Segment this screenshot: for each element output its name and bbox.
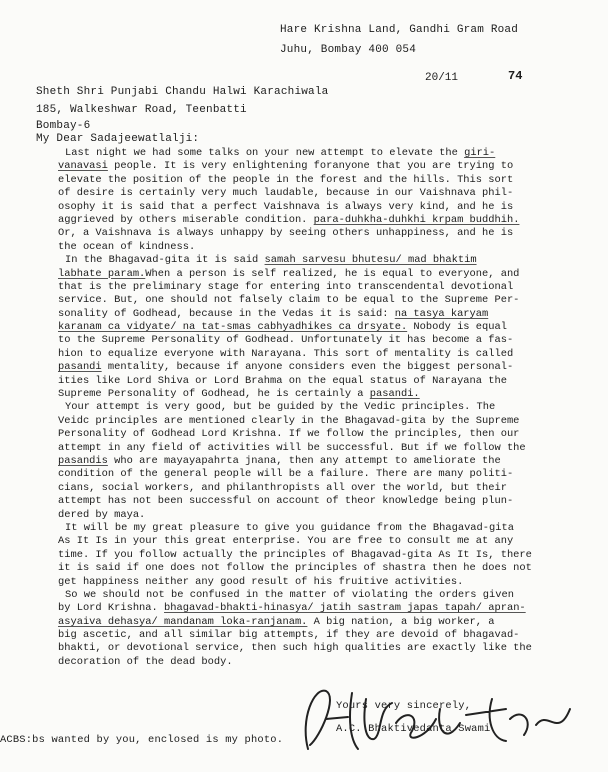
recipient-line-1: Sheth Shri Punjabi Chandu Halwi Karachiwala bbox=[36, 86, 329, 98]
sanskrit-quote: na tasya karyam bbox=[394, 307, 489, 320]
body-line-text: attempt has not been successful on account of theor knowledge being plun- bbox=[58, 495, 514, 508]
sanskrit-quote: pasandi. bbox=[369, 388, 420, 401]
salutation: My Dear Sadajeewatlalji: bbox=[36, 133, 200, 145]
letter-date: 20/11 bbox=[425, 72, 459, 84]
body-line-text: A big nation, a big worker, a bbox=[307, 615, 495, 628]
sanskrit-quote: asyaiva dehasya/ mandanam loka-ranjanam. bbox=[58, 615, 308, 628]
body-line bbox=[58, 482, 578, 495]
body-line bbox=[58, 174, 578, 187]
body-line-text: get happiness neither any good result of his fruitive activities. bbox=[58, 575, 464, 588]
body-line-text: dered by maya. bbox=[58, 508, 146, 521]
body-line-text: attempt in any field of activities will be successful. But if we follow the bbox=[58, 441, 526, 454]
body-line bbox=[58, 549, 578, 562]
body-line-text: time. If you follow actually the principles of Bhagavad-gita As It Is, there bbox=[58, 548, 532, 561]
body-line-text: Veidc principles are mentioned clearly in the Bhagavad-gita by the Supreme bbox=[58, 414, 520, 427]
body-line-text: Your attempt is very good, but be guided by the Vedic principles. The bbox=[65, 401, 496, 414]
body-line bbox=[58, 629, 578, 642]
body-line-text: When a person is self realized, he is equal to everyone, and bbox=[145, 267, 520, 280]
body-line bbox=[58, 562, 578, 575]
body-line-text: the ocean of kindness. bbox=[58, 240, 196, 253]
sanskrit-quote: labhate param. bbox=[58, 267, 146, 280]
recipient-line-2: 185, Walkeshwar Road, Teenbatti bbox=[36, 104, 247, 116]
body-line-text: Nobody is equal bbox=[407, 321, 507, 334]
body-line-text: ities like Lord Shiva or Lord Brahma on the equal status of Narayana the bbox=[58, 374, 507, 387]
body-line-text: who are mayayapahrta jnana, then any attempt to ameliorate the bbox=[107, 454, 501, 467]
body-line bbox=[58, 294, 578, 307]
letterhead-line-2: Juhu, Bombay 400 054 bbox=[280, 44, 417, 56]
body-line-text: that is the preliminary stage for entering into transcendental devotional bbox=[58, 280, 514, 293]
body-line-text: service. But, one should not falsely claim to be equal to the Supreme Per- bbox=[58, 294, 520, 307]
body-line bbox=[58, 254, 578, 267]
body-line bbox=[58, 308, 578, 321]
sanskrit-quote: samah sarvesu bhutesu/ mad bhaktim bbox=[264, 254, 477, 267]
body-line bbox=[58, 442, 578, 455]
body-line bbox=[58, 468, 578, 481]
body-line bbox=[58, 415, 578, 428]
body-line-text: Or, a Vaishnava is always unhappy by seeing others unhappiness, and he is bbox=[58, 227, 514, 240]
body-line-text: cians, social workers, and philanthropists all over the world, but their bbox=[58, 481, 507, 494]
postscript: ACBS:bs wanted by you, enclosed is my photo. bbox=[0, 734, 284, 746]
body-line bbox=[58, 321, 578, 334]
body-line-text: aggrieved by others miserable condition. bbox=[58, 213, 314, 226]
body-line-text: Personality of Godhead Lord Krishna. If we follow the principles, then our bbox=[58, 428, 520, 441]
body-line-text: osophy it is said that a perfect Vaishnava is always very kind, and he is bbox=[58, 200, 514, 213]
body-line-text: sonality of Godhead, because in the Vedas it is said: bbox=[58, 307, 395, 320]
body-line bbox=[58, 522, 578, 535]
body-line bbox=[58, 187, 578, 200]
sanskrit-quote: para-duhkha-duhkhi krpam buddhih. bbox=[313, 213, 520, 226]
body-line bbox=[58, 334, 578, 347]
body-line-text: by Lord Krishna. bbox=[58, 602, 165, 615]
body-line bbox=[58, 375, 578, 388]
body-line-text: bhakti, or devotional service, then such high qualities are exactly like the bbox=[58, 642, 532, 655]
body-line-text: mentality, because if anyone considers even the biggest personal- bbox=[101, 361, 514, 374]
body-line bbox=[58, 589, 578, 602]
sanskrit-quote: karanam ca vidyate/ na tat-smas cabhyadhikes ca drsyate. bbox=[58, 321, 408, 334]
recipient-line-3: Bombay-6 bbox=[36, 120, 91, 132]
body-line bbox=[58, 401, 578, 414]
body-line-text: condition of the general people will be a failure. There are many politi- bbox=[58, 468, 514, 481]
sanskrit-quote: bhagavad-bhakti-hinasya/ jatih sastram japas tapah/ apran- bbox=[164, 602, 526, 615]
body-line bbox=[58, 535, 578, 548]
body-line bbox=[58, 616, 578, 629]
body-line-text: elevate the position of the people in the forest and the hills. This sort bbox=[58, 173, 514, 186]
body-line bbox=[58, 361, 578, 374]
body-line-text: of desire is certainly very much laudable, because in our Vaishnava phil- bbox=[58, 187, 514, 200]
body-line-text: It will be my great pleasure to give you guidance from the Bhagavad-gita bbox=[65, 521, 514, 534]
body-line-text: Supreme Personality of Godhead, he is certainly a bbox=[58, 388, 370, 401]
letter-body bbox=[58, 147, 578, 669]
body-line bbox=[58, 495, 578, 508]
page-number: 74 bbox=[508, 69, 523, 83]
sanskrit-quote: vanavasi bbox=[58, 160, 108, 173]
signature-graphic bbox=[296, 679, 586, 759]
body-line-text: hion to equalize everyone with Narayana. This sort of mentality is called bbox=[58, 347, 514, 360]
body-line-text: big ascetic, and all similar big attempts, if they are devoid of bhagavad- bbox=[58, 629, 520, 642]
body-line-text: to the Supreme Personality of Godhead. Unfortunately it has become a fas- bbox=[58, 334, 514, 347]
body-line-text: decoration of the dead body. bbox=[58, 655, 233, 668]
body-line bbox=[58, 241, 578, 254]
body-line bbox=[58, 201, 578, 214]
sanskrit-quote: pasandis bbox=[58, 454, 108, 467]
letterhead-line-1: Hare Krishna Land, Gandhi Gram Road bbox=[280, 24, 519, 36]
body-line bbox=[58, 214, 578, 227]
body-line-text: In the Bhagavad-gita it is said bbox=[65, 254, 265, 267]
body-line bbox=[58, 147, 578, 160]
body-line bbox=[58, 281, 578, 294]
body-line bbox=[58, 576, 578, 589]
body-line-text: Last night we had some talks on your new attempt to elevate the bbox=[65, 147, 465, 159]
body-line-text: it is said if one does not follow the principles of shastra then he does not bbox=[58, 562, 532, 575]
body-line-text: people. It is very enlightening foranyone that you are trying to bbox=[107, 160, 514, 173]
body-line bbox=[58, 509, 578, 522]
body-line-text: As It Is in your this great enterprise. You are free to consult me at any bbox=[58, 535, 514, 548]
sanskrit-quote: giri- bbox=[464, 147, 496, 159]
body-line bbox=[58, 388, 578, 401]
body-line bbox=[58, 227, 578, 240]
body-line bbox=[58, 348, 578, 361]
body-line bbox=[58, 656, 578, 669]
sanskrit-quote: pasandi bbox=[58, 361, 102, 374]
body-line-text: So we should not be confused in the matter of violating the orders given bbox=[65, 588, 514, 601]
body-line bbox=[58, 428, 578, 441]
body-line bbox=[58, 160, 578, 173]
closing: Yours very sincerely, bbox=[336, 700, 472, 712]
body-line bbox=[58, 268, 578, 281]
typed-name: A.C. Bhaktivedanta Swami bbox=[336, 723, 491, 735]
body-line bbox=[58, 642, 578, 655]
body-line bbox=[58, 455, 578, 468]
body-line bbox=[58, 602, 578, 615]
